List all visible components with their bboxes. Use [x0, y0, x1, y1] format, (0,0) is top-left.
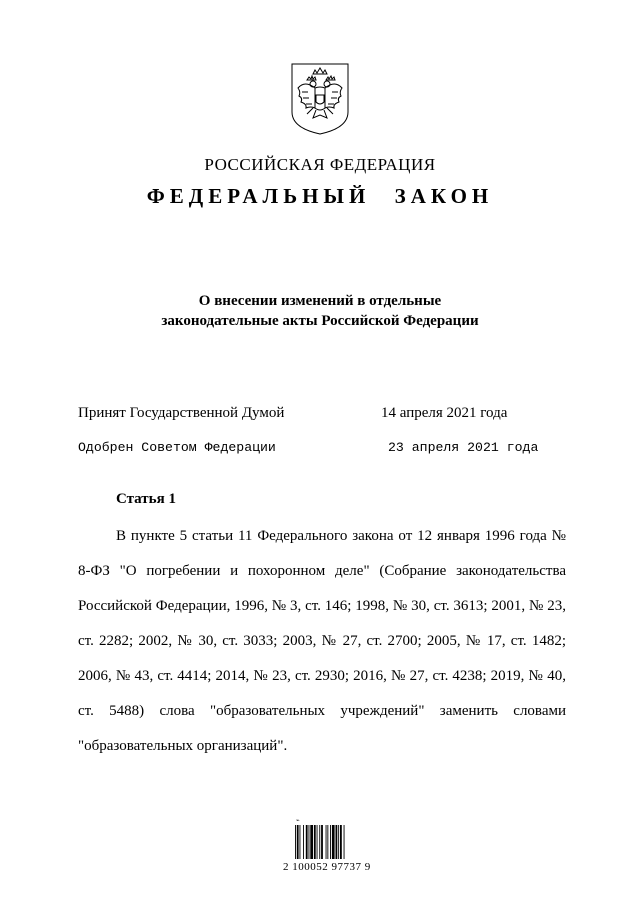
country-name: РОССИЙСКАЯ ФЕДЕРАЦИЯ: [204, 155, 436, 174]
coat-of-arms-icon: [289, 62, 351, 136]
barcode-icon: [294, 825, 360, 859]
document-title: [0, 291, 640, 331]
approved-date: 23 апреля 2021 года: [388, 440, 539, 455]
article-heading: Статья 1: [116, 491, 176, 507]
title-line: законодательные акты Российской Федерации: [161, 313, 479, 329]
document-type: ФЕДЕРАЛЬНЫЙ ЗАКОН: [146, 184, 494, 208]
article-body: В пункте 5 статьи 11 Федерального закона от 12 января 1996 года № 8-ФЗ "О погребении и похоронном деле" (Собрание законодательства Российской Федерации, 1996, № 3, ст. 146; 1998, № 30, ст. 3613; 2001, № 23, ст. 2282; 2002, № 30, ст. 3033; 2003, № 27, ст. 2700; 2005, № 17, ст. 1482; 2006, № 43, ст. 4414; 2014, № 23, ст. 2930; 2016, № 27, ст. 4238; 2019, № 40, ст. 5488) слова "образовательных учреждений" заменить словами "образовательных организаций".: [78, 528, 566, 754]
barcode-mark-icon: ⌁: [296, 817, 300, 824]
title-line: О внесении изменений в отдельные: [198, 293, 442, 309]
adopted-label: Принят Государственной Думой: [78, 405, 285, 421]
adopted-date: 14 апреля 2021 года: [381, 405, 508, 421]
approved-label: Одобрен Советом Федерации: [78, 440, 276, 455]
barcode-number: 2 100052 97737 9: [283, 861, 371, 873]
